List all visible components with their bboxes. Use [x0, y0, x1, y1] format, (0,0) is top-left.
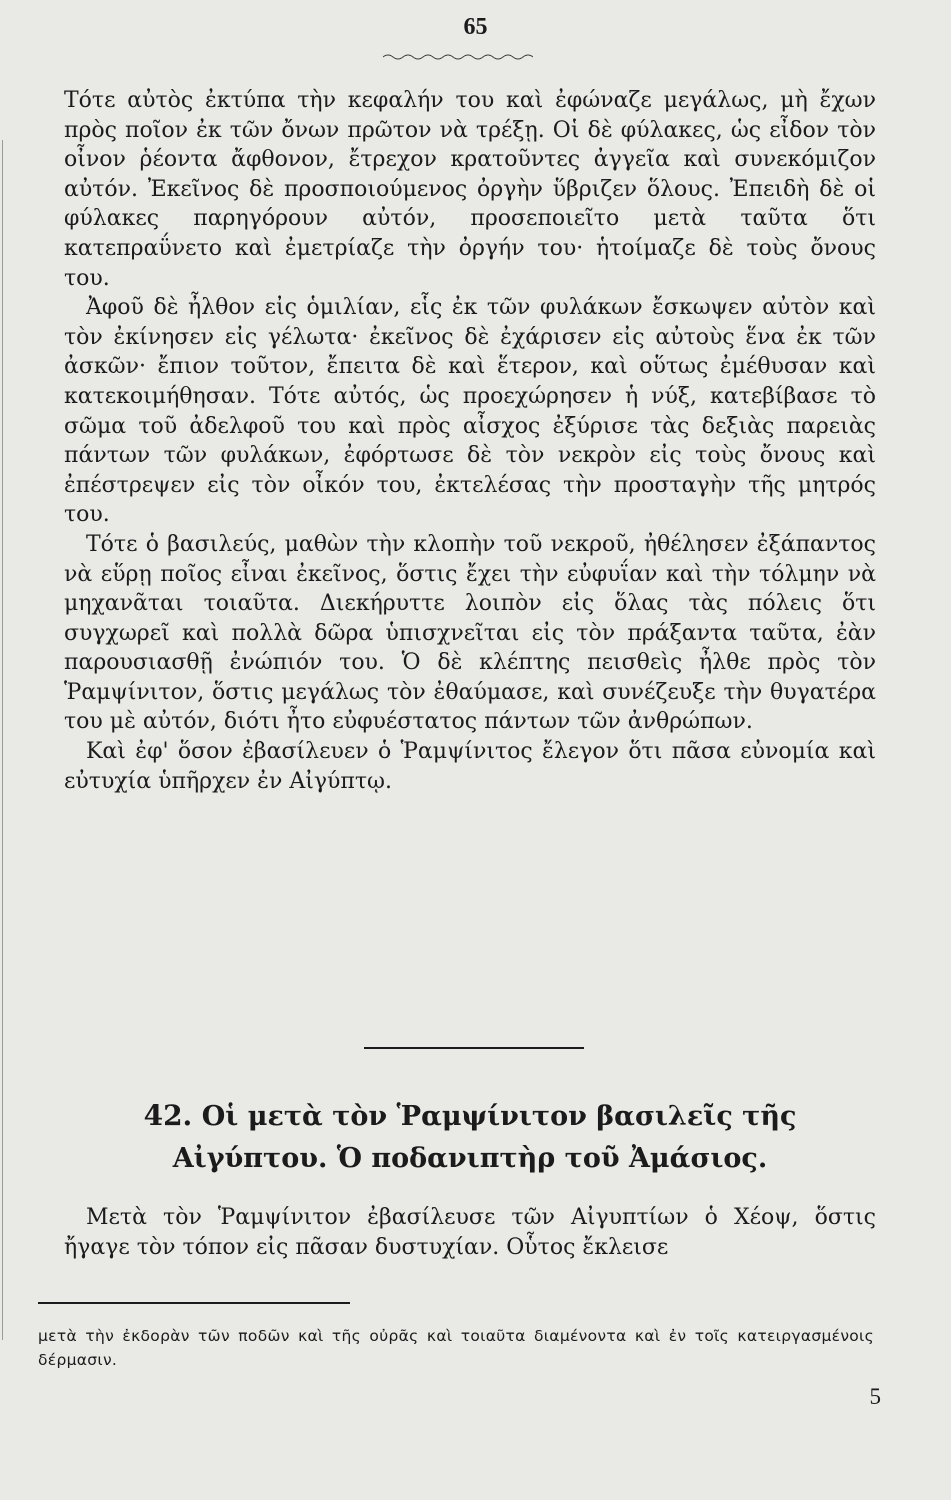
paragraph: Τότε αὐτὸς ἐκτύπα τὴν κεφαλήν του καὶ ἐφώναζε μεγάλως, μὴ ἔχων πρὸς ποῖον ἐκ τῶν ὄνων πρῶτον νὰ τρέξῃ. Οἱ δὲ φύλακες, ὡς εἶδον τὸν οἶνον ῥέοντα ἄφθονον, ἔτρεχον κρατοῦντες ἀγγεῖα καὶ συνεκόμιζον αὐτόν. Ἐκεῖνος δὲ προσποιούμενος ὀργὴν ὕβριζεν ὅλους. Ἐπειδὴ δὲ οἱ φύλακες παρηγόρουν αὐτόν, προσεποιεῖτο μετὰ ταῦτα ὅτι κατεπραΰνετο καὶ ἐμετρίαζε τὴν ὀργήν του· ἡτοίμαζε δὲ τοὺς ὄνους του.	[64, 88, 876, 291]
section-divider	[364, 1047, 584, 1049]
footnote-divider	[38, 1302, 350, 1304]
section-title-line2: Αἰγύπτου. Ὁ ποδανιπτὴρ τοῦ Ἀμάσιος.	[172, 1143, 768, 1174]
signature-mark: 5	[869, 1384, 881, 1409]
section-heading	[64, 1095, 876, 1180]
section-heading-line	[64, 1095, 876, 1138]
footnote: μετὰ τὴν ἐκδορὰν τῶν ποδῶν καὶ τῆς οὐρᾶς καὶ τοιαῦτα διαμένοντα καὶ ἐν τοῖς κατειργασμένοις δέρμασιν.	[38, 1327, 874, 1369]
page-edge-line	[2, 140, 3, 1340]
paragraph: Καὶ ἐφ' ὅσον ἐβασίλευεν ὁ Ῥαμψίνιτος ἔλεγον ὅτι πᾶσα εὐνομία καὶ εὐτυχία ὑπῆρχεν ἐν Αἰγύπτῳ.	[64, 739, 876, 794]
paragraph: Ἀφοῦ δὲ ἦλθον εἰς ὁμιλίαν, εἷς ἐκ τῶν φυλάκων ἔσκωψεν αὐτὸν καὶ τὸν ἐκίνησεν εἰς γέλωτα· ἐκεῖνος δὲ ἐχάρισεν εἰς αὐτοὺς ἕνα ἐκ τῶν ἀσκῶν· ἔπιον τοῦτον, ἔπειτα δὲ καὶ ἕτερον, καὶ οὕτως ἐμέθυσαν καὶ κατεκοιμήθησαν. Τότε αὐτός, ὡς προεχώρησεν ἡ νύξ, κατεβίβασε τὸ σῶμα τοῦ ἀδελφοῦ του καὶ πρὸς αἶσχος ἐξύρισε τὰς δεξιὰς παρειὰς πάντων τῶν φυλάκων, ἐφόρτωσε δὲ τὸν νεκρὸν εἰς τοὺς ὄνους καὶ ἐπέστρεψεν εἰς τὸν οἶκόν του, ἐκτελέσας τὴν προσταγὴν τῆς μητρός του.	[64, 295, 876, 528]
page-number: 65	[463, 14, 488, 40]
section-number: 42.	[143, 1099, 193, 1132]
section-title-line1: Οἱ μετὰ τὸν Ῥαμψίνιτον βασιλεῖς τῆς	[201, 1101, 797, 1132]
paragraph: Τότε ὁ βασιλεύς, μαθὼν τὴν κλοπὴν τοῦ νεκροῦ, ἠθέλησεν ἐξάπαντος νὰ εὕρῃ ποῖος εἶναι ἐκεῖνος, ὅστις ἔχει τὴν εὐφυΐαν καὶ τὴν τόλμην νὰ μηχανᾶται τοιαῦτα. Διεκήρυττε λοιπὸν εἰς ὅλας τὰς πόλεις ὅτι συγχωρεῖ καὶ πολλὰ δῶρα ὑπισχνεῖται εἰς τὸν πράξαντα ταῦτα, ἐὰν παρουσιασθῇ ἐνώπιόν του. Ὁ δὲ κλέπτης πεισθεὶς ἦλθε πρὸς τὸν Ῥαμψίνιτον, ὅστις μεγάλως τὸν ἐθαύμασε, καὶ συνέζευξε τὴν θυγατέρα του μὲ αὐτόν, διότι ἦτο εὐφυέστατος πάντων τῶν ἀνθρώπων.	[64, 531, 876, 735]
body-text	[64, 86, 876, 796]
section-paragraph: Μετὰ τὸν Ῥαμψίνιτον ἐβασίλευσε τῶν Αἰγυπτίων ὁ Χέοψ, ὅστις ἤγαγε τὸν τόπον εἰς πᾶσαν δυστυχίαν. Οὗτος ἔκλεισε	[64, 1205, 876, 1260]
wavy-ornament	[383, 52, 533, 62]
